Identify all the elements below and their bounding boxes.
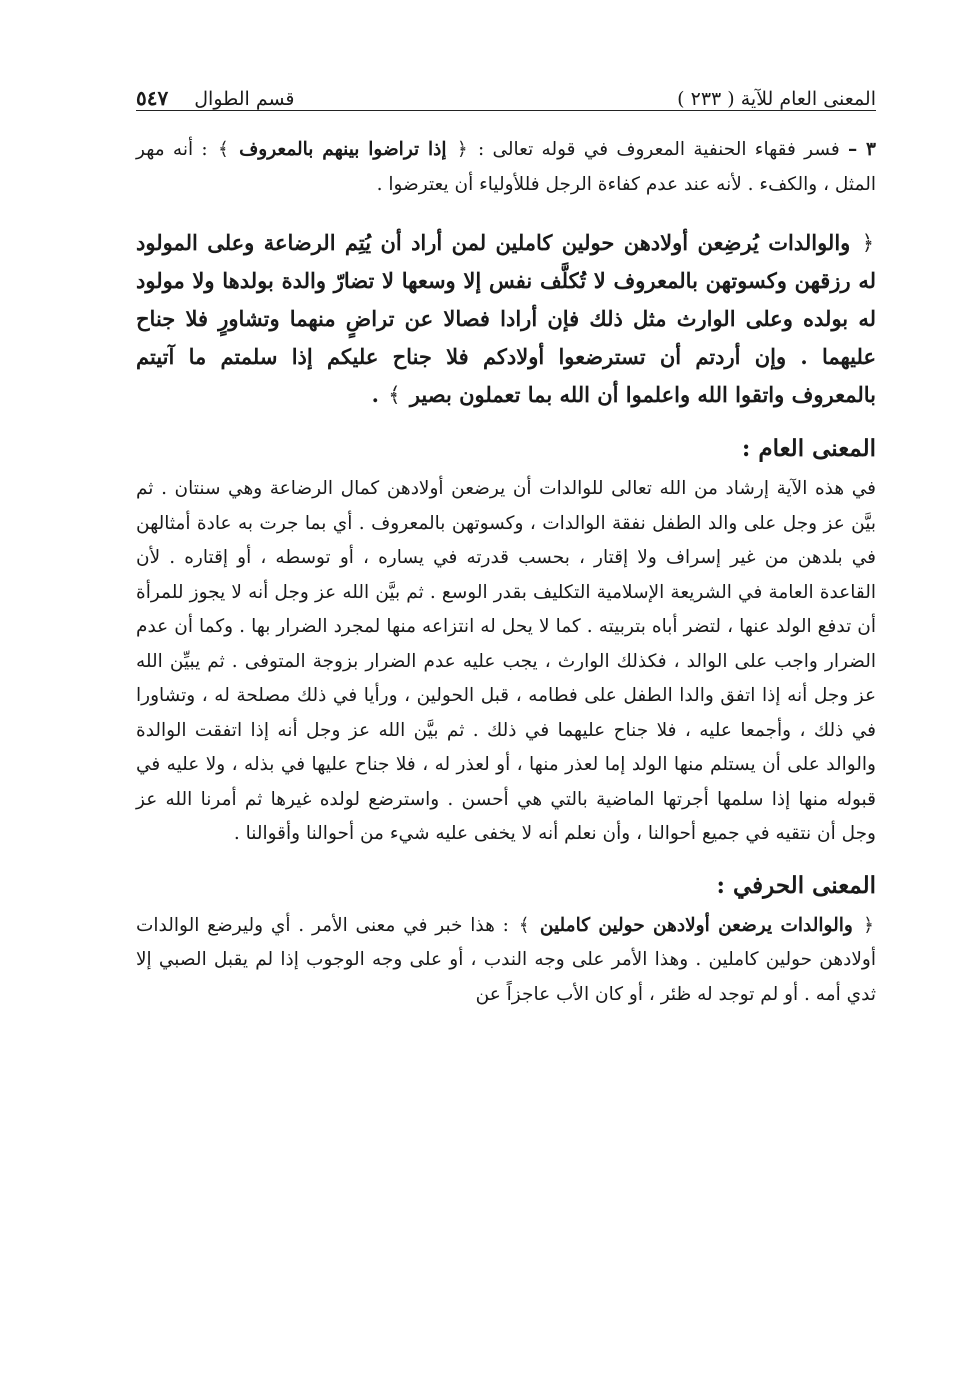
verse-close-bracket: ﴾ — [388, 383, 401, 407]
literal-close-bracket: ﴾ — [518, 914, 530, 936]
literal-quote: والوالدات يرضعن أولادهن حولين كاملين — [531, 914, 862, 936]
header-title: المعنى العام للآية ( ٢٣٣ ) — [677, 88, 876, 110]
quran-close-bracket-icon: ﴾ — [217, 139, 229, 160]
note-text-2: : أنه مهر المثل ، والكفء . لأنه عند عدم كفاءة الرجل فللأولياء أن يعترضوا . — [136, 139, 876, 195]
literal-open-bracket: ﴿ — [863, 914, 875, 936]
literal-meaning-text — [136, 909, 876, 1013]
note-paragraph — [136, 133, 876, 202]
verse-text: والوالدات يُرضِعن أولادهن حولين كاملين لمن أراد أن يُتِم الرضاعة وعلى المولود له رزقهن وكسوتهن بالمعروف لا تُكلَّف نفس إلا وسعها لا تضارّ والدة بولدها ولا مولود له بولده وعلى الوارث مثل ذلك فإن أرادا فصالا عن تراضٍ منهما وتشاورٍ فلا جناح عليهما . وإن أردتم أن تسترضعوا أولادكم فلا جناح عليكم إذا سلمتم ما آتيتم بالمعروف واتقوا الله واعلموا أن الله بما تعملون بصير — [136, 230, 876, 407]
header-left — [136, 86, 295, 110]
running-header — [136, 76, 876, 111]
quran-open-bracket-icon: ﴿ — [456, 139, 468, 160]
document-page — [136, 76, 876, 1012]
literal-meaning-heading: المعنى الحرفي : — [716, 871, 876, 899]
quran-verse — [136, 224, 876, 414]
general-meaning-heading: المعنى العام : — [741, 435, 876, 462]
note-text-1: فسر فقهاء الحنفية المعروف في قوله تعالى : — [469, 139, 848, 160]
note-number: ٣ – — [847, 139, 876, 160]
section-name: قسم الطوال — [194, 88, 295, 110]
page-number: ٥٤٧ — [136, 86, 169, 110]
verse-open-bracket: ﴿ — [861, 231, 874, 255]
general-meaning-text: في هذه الآية إرشاد من الله تعالى للوالدات أن يرضعن أولادهن كمال الرضاعة وهي سنتان . ثم بيَّن عز وجل على والد الطفل نفقة الوالدات ، وكسوتهن بالمعروف . أي بما جرت به عادة أمثالهن في بلدهن من غير إسراف ولا إقتار ، بحسب قدرته في يساره ، أو توسطه ، أو إقتاره . لأن القاعدة العامة في الشريعة الإسلامية التكليف بقدر الوسع . ثم بيَّن الله عز وجل أنه لا يجوز للمرأة أن تدفع الولد عنها ، لتضر أباه بتربيته . كما لا يحل له انتزاعه منها لمجرد الضرار بها . وكما أن عدم الضرار واجب على الوالد ، فكذلك الوارث ، يجب عليه عدم الضرار بزوجة المتوفى . ثم يبيِّن الله عز وجل أنه إذا اتفق والدا الطفل على فطامه ، قبل الحولين ، ورأيا في ذلك مصلحة له ، وتشاورا في ذلك ، وأجمعا عليه ، فلا جناح عليهما في ذلك . ثم بيَّن الله عز وجل أنه إذا اتفقت الوالدة والوالد على أن يستلم منها الولد إما لعذر منها ، أو لعذر له ، فلا جناح عليها في بذله ، ولا عليه في قبوله منها إذا سلمها أجرتها الماضية بالتي هي أحسن . واسترضع لولده غيرها ثم أمرنا الله عز وجل أن نتقيه في جميع أحوالنا ، وأن نعلم أنه لا يخفى عليه شيء من أحوالنا وأقوالنا . — [136, 478, 877, 844]
note-quote: إذا تراضوا بينهم بالمعروف — [239, 139, 447, 160]
verse-tail: . — [371, 382, 387, 407]
literal-text: : هذا خبر في معنى الأمر . أي وليرضع الوالدات أولادهن حولين كاملين . وهذا الأمر على وجه الندب ، أو على وجه الوجوب إذا لم يقبل الصبي إلا ثدي أمه . أو لم توجد له ظئر ، أو كان الأب عاجزاً عن — [136, 914, 876, 1005]
